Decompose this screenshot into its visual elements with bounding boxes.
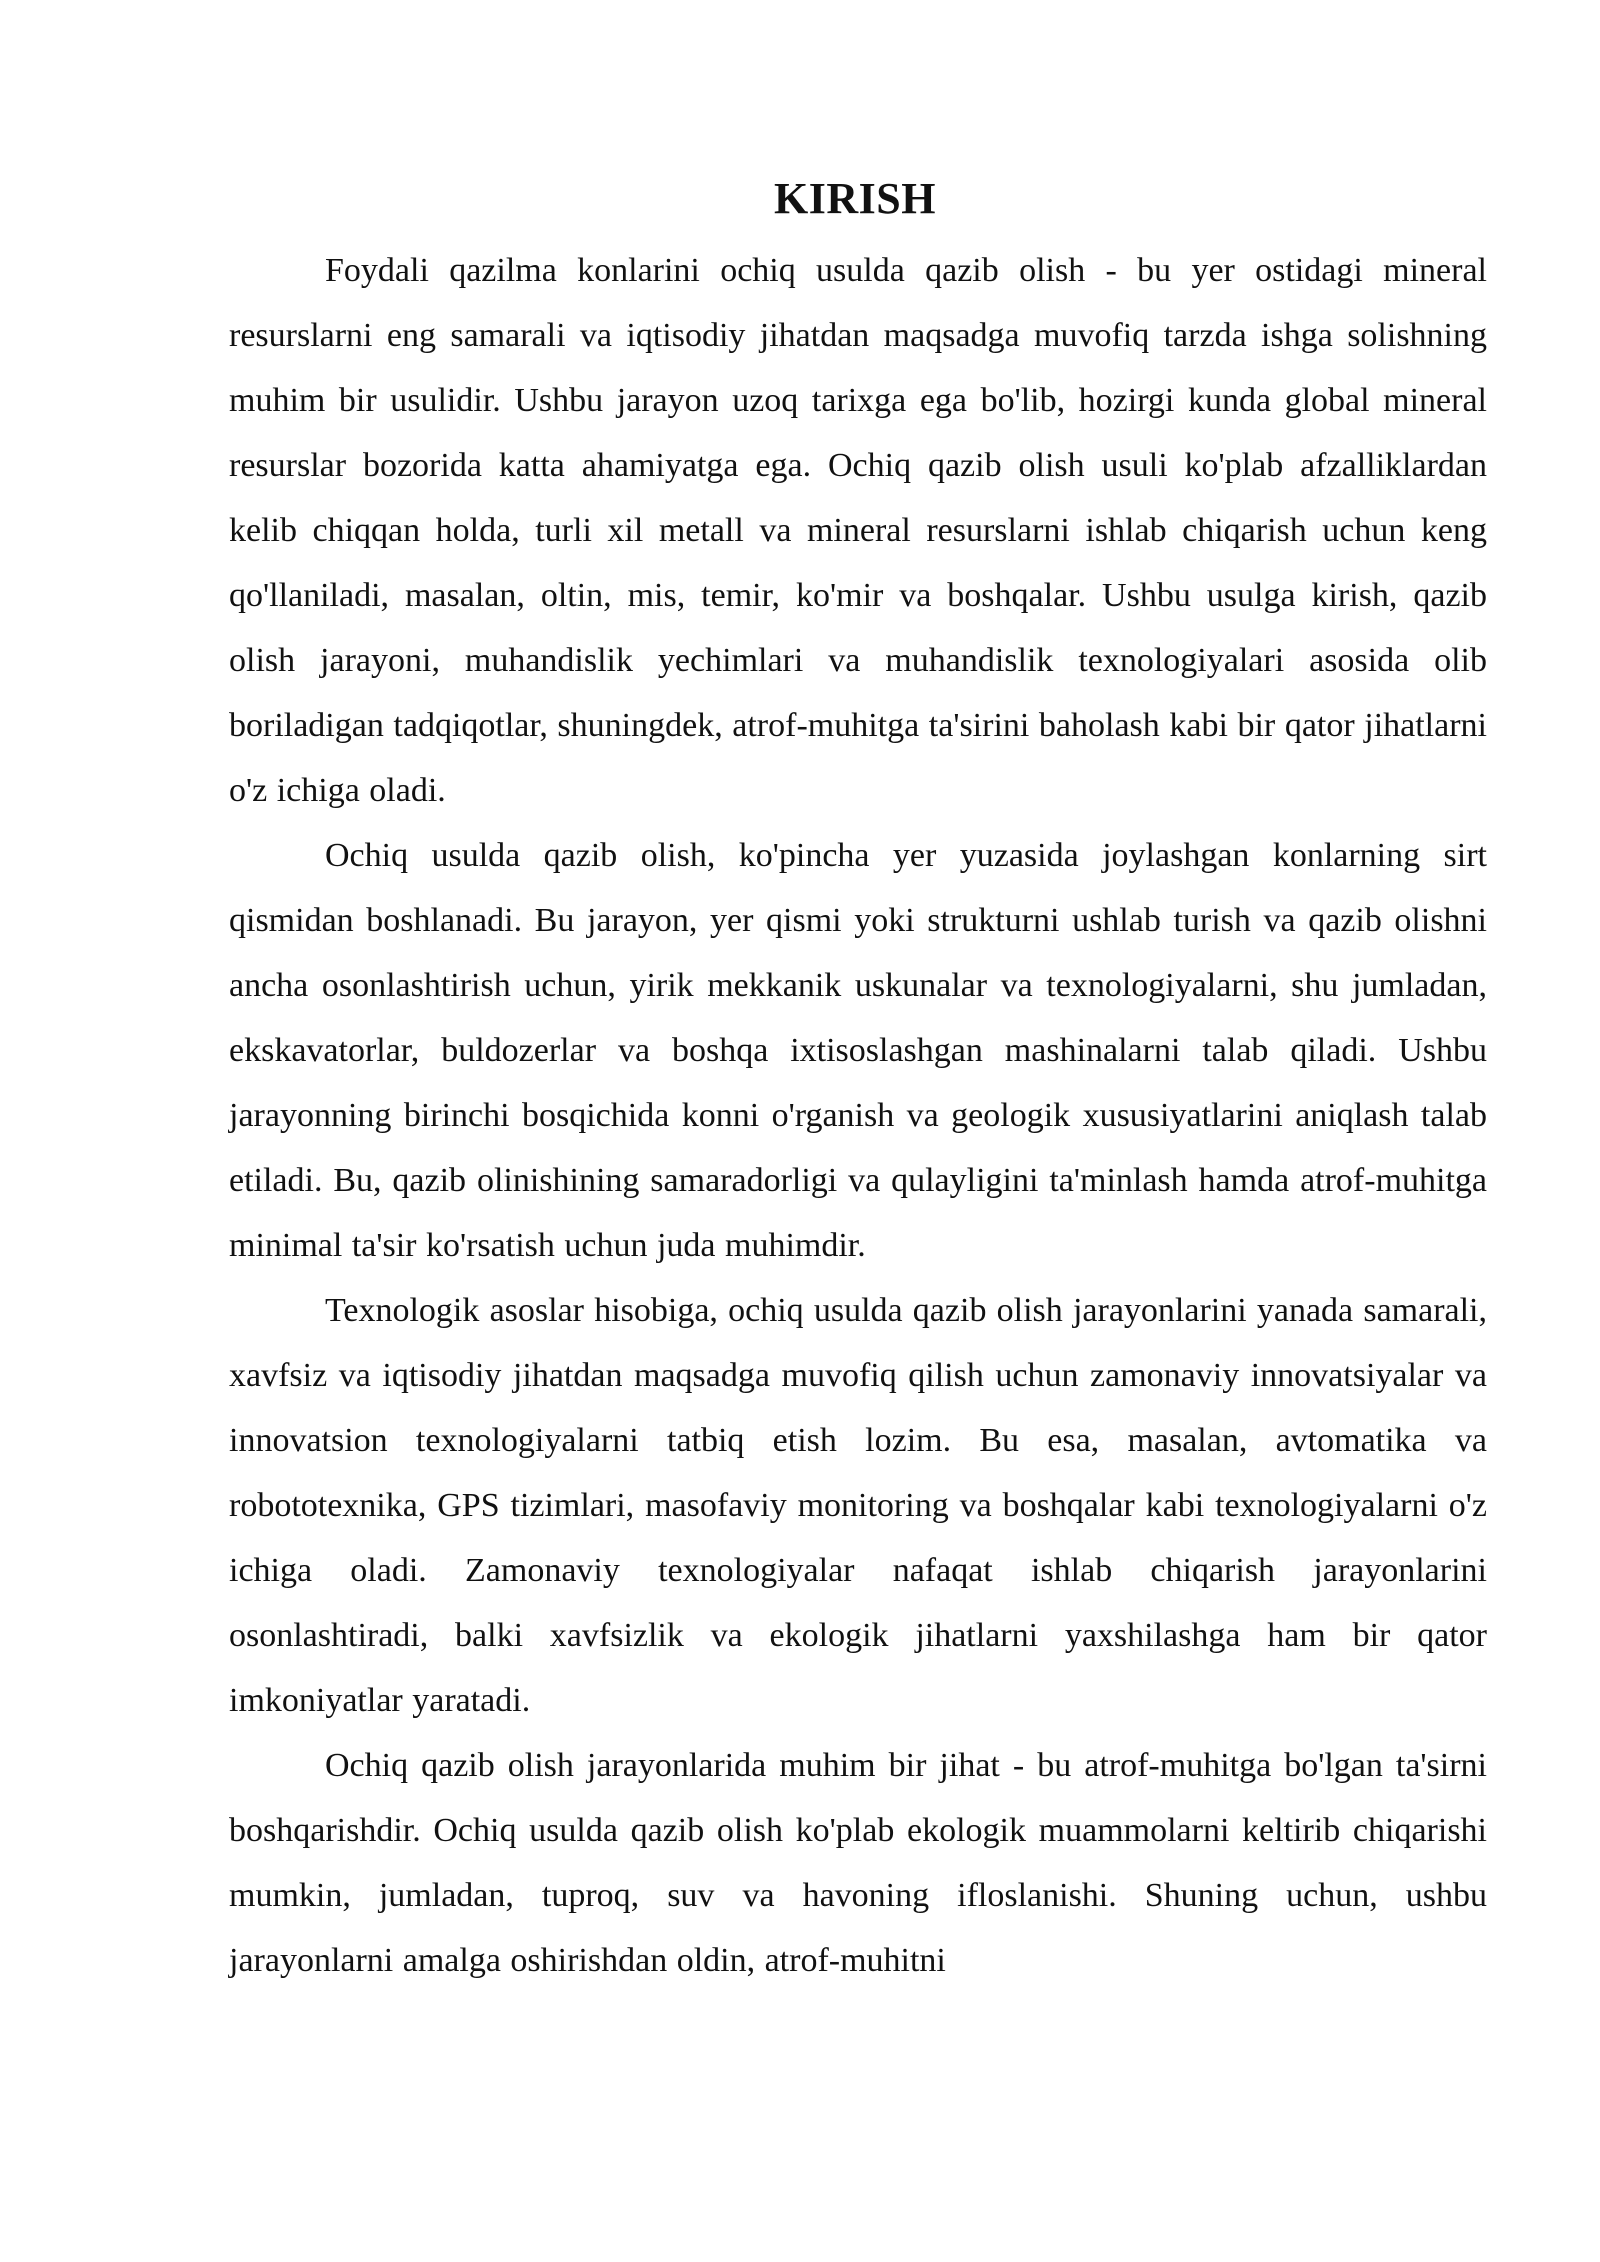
paragraph-1: Foydali qazilma konlarini ochiq usulda qazib olish - bu yer ostidagi mineral resurslarni eng samarali va iqtisodiy jihatdan maqsadga muvofiq tarzda ishga solishning muhim bir usulidir. Ushbu jarayon uzoq tarixga ega bo'lib, hozirgi kunda global mineral resurslar bozorida katta ahamiyatga ega. Ochiq qazib olish usuli ko'plab afzalliklardan kelib chiqqan holda, turli xil metall va mineral resurslarni ishlab chiqarish uchun keng qo'llaniladi, masalan, oltin, mis, temir, ko'mir va boshqalar. Ushbu usulga kirish, qazib olish jarayoni, muhandislik yechimlari va muhandislik texnologiyalari asosida olib boriladigan tadqiqotlar, shuningdek, atrof-muhitga ta'sirini baholash kabi bir qator jihatlarni o'z ichiga oladi. [229, 252, 1487, 809]
page-title: KIRISH [774, 174, 936, 224]
paragraph-2: Ochiq usulda qazib olish, ko'pincha yer yuzasida joylashgan konlarning sirt qismidan boshlanadi. Bu jarayon, yer qismi yoki strukturni ushlab turish va qazib olishni ancha osonlashtirish uchun, yirik mekkanik uskunalar va texnologiyalarni, shu jumladan, ekskavatorlar, buldozerlar va boshqa ixtisoslashgan mashinalarni talab qiladi. Ushbu jarayonning birinchi bosqichida konni o'rganish va geologik xususiyatlarini aniqlash talab etiladi. Bu, qazib olinishining samaradorligi va qulayligini ta'minlash hamda atrof-muhitga minimal ta'sir ko'rsatish uchun juda muhimdir. [229, 837, 1487, 1264]
paragraph-3: Texnologik asoslar hisobiga, ochiq usulda qazib olish jarayonlarini yanada samarali, xavfsiz va iqtisodiy jihatdan maqsadga muvofiq qilish uchun zamonaviy innovatsiyalar va innovatsion texnologiyalarni tatbiq etish lozim. Bu esa, masalan, avtomatika va robototexnika, GPS tizimlari, masofaviy monitoring va boshqalar kabi texnologiyalarni o'z ichiga oladi. Zamonaviy texnologiyalar nafaqat ishlab chiqarish jarayonlarini osonlashtiradi, balki xavfsizlik va ekologik jihatlarni yaxshilashga ham bir qator imkoniyatlar yaratadi. [229, 1292, 1487, 1719]
paragraph-4: Ochiq qazib olish jarayonlarida muhim bir jihat - bu atrof-muhitga bo'lgan ta'sirni boshqarishdir. Ochiq usulda qazib olish ko'plab ekologik muammolarni keltirib chiqarishi mumkin, jumladan, tuproq, suv va havoning ifloslanishi. Shuning uchun, ushbu jarayonlarni amalga oshirishdan oldin, atrof-muhitni [229, 1747, 1487, 1979]
document-body [229, 238, 1487, 1993]
